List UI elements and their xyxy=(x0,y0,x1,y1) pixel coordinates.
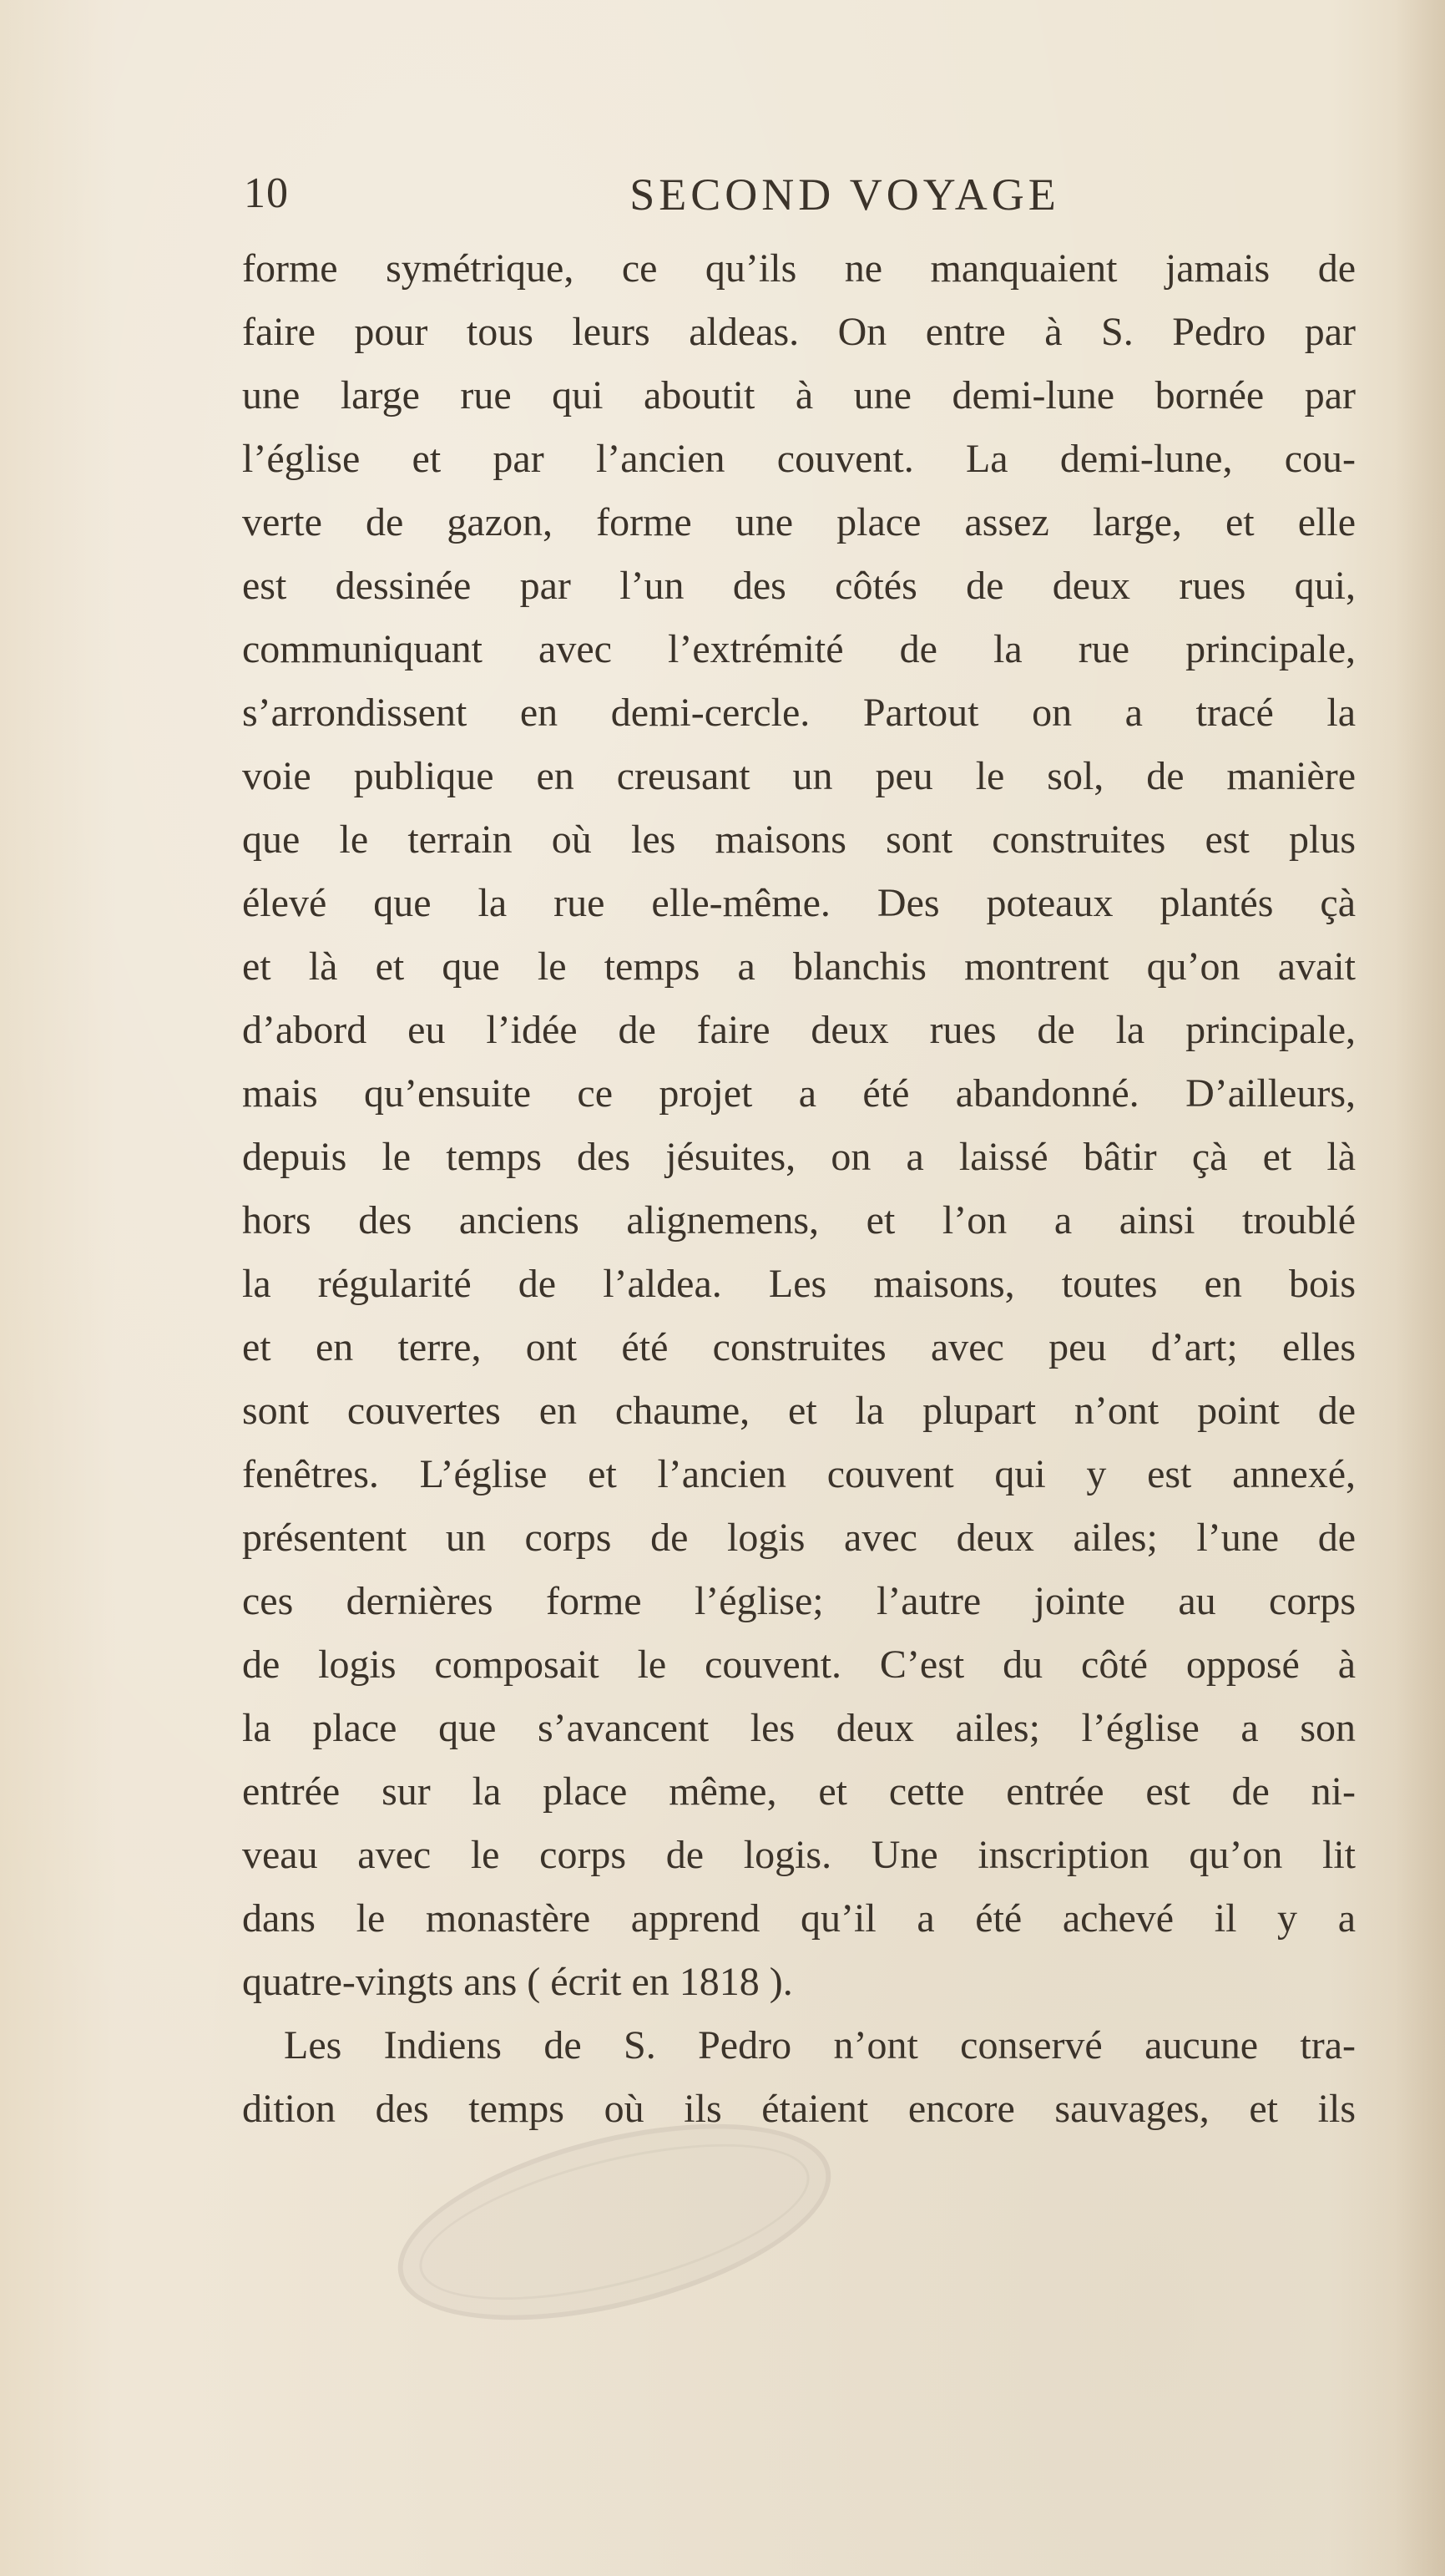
text-line: quatre-vingts ans ( écrit en 1818 ). xyxy=(242,1960,793,2004)
text-line: sont couvertes en chaume, et la plupart n’ont point de xyxy=(242,1389,1356,1433)
text-line: et en terre, ont été construites avec peu d’art; elles xyxy=(242,1325,1356,1369)
text-line: fenêtres. L’église et l’ancien couvent qui y est annexé, xyxy=(242,1452,1356,1496)
body-text xyxy=(242,237,1356,2141)
text-line: l’église et par l’ancien couvent. La demi-lune, cou- xyxy=(242,437,1356,481)
text-line: de logis composait le couvent. C’est du côté opposé à xyxy=(242,1642,1356,1687)
running-head: SECOND VOYAGE xyxy=(629,170,1060,220)
page-header xyxy=(244,169,1354,227)
text-line: forme symétrique, ce qu’ils ne manquaient jamais de xyxy=(242,246,1356,291)
text-line: verte de gazon, forme une place assez large, et elle xyxy=(242,500,1356,544)
text-line: la régularité de l’aldea. Les maisons, toutes en bois xyxy=(242,1262,1356,1306)
text-line: présentent un corps de logis avec deux ailes; l’une de xyxy=(242,1516,1356,1560)
text-line: et là et que le temps a blanchis montrent qu’on avait xyxy=(242,944,1356,989)
page-edge-shadow xyxy=(1395,0,1445,2576)
text-line: entrée sur la place même, et cette entrée est de ni- xyxy=(242,1769,1356,1814)
text-line: une large rue qui aboutit à une demi-lune bornée par xyxy=(242,373,1356,418)
text-line: voie publique en creusant un peu le sol, de manière xyxy=(242,754,1356,798)
text-line: veau avec le corps de logis. Une inscription qu’on lit xyxy=(242,1833,1356,1877)
text-line: la place que s’avancent les deux ailes; l’église a son xyxy=(242,1706,1356,1750)
paragraph-start-line: Les Indiens de S. Pedro n’ont conservé aucune tra- xyxy=(284,2023,1356,2067)
text-line: est dessinée par l’un des côtés de deux rues qui, xyxy=(242,564,1356,608)
text-line: mais qu’ensuite ce projet a été abandonné. D’ailleurs, xyxy=(242,1071,1356,1116)
text-line: dans le monastère apprend qu’il a été achevé il y a xyxy=(242,1896,1356,1941)
text-line: ces dernières forme l’église; l’autre jointe au corps xyxy=(242,1579,1356,1623)
text-line: d’abord eu l’idée de faire deux rues de la principale, xyxy=(242,1008,1356,1052)
text-line: depuis le temps des jésuites, on a laissé bâtir çà et là xyxy=(242,1135,1356,1179)
text-line: hors des anciens alignemens, et l’on a ainsi troublé xyxy=(242,1198,1356,1242)
page-number: 10 xyxy=(244,170,289,217)
text-line: communiquant avec l’extrémité de la rue principale, xyxy=(242,627,1356,671)
text-line: élevé que la rue elle-même. Des poteaux plantés çà xyxy=(242,881,1356,925)
text-line: que le terrain où les maisons sont construites est plus xyxy=(242,817,1356,862)
text-line: dition des temps où ils étaient encore sauvages, et ils xyxy=(242,2087,1356,2131)
text-line: s’arrondissent en demi-cercle. Partout on a tracé la xyxy=(242,691,1356,735)
text-line: faire pour tous leurs aldeas. On entre à S. Pedro par xyxy=(242,310,1356,354)
